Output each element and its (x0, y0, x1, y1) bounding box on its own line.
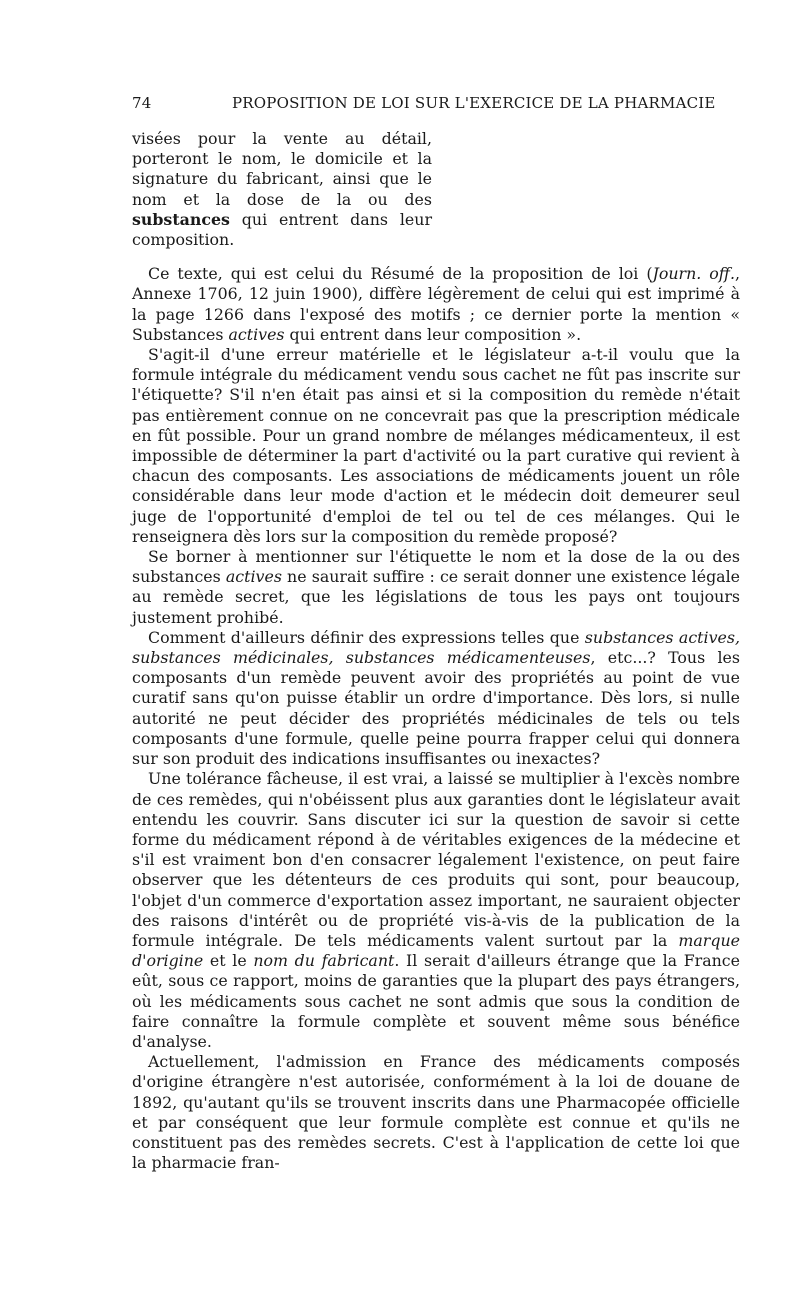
paragraph-1 (132, 264, 740, 345)
quote-bold-substances: substances (132, 209, 230, 229)
p6-text: Actuellement, l'admission en France des médicaments composés d'origine étrangère n'est autorisée, conformément à la loi de douane de 1892, qu'autant qu'ils se trouvent inscrits dans une Pharmacopée officielle et par conséquent que leur formule complète est connue et qu'ils ne constituent pas des remèdes secrets. C'est à l'application de cette loi que la pharmacie fran- (132, 1052, 740, 1173)
p1-journal-ref: Journ. off. (652, 264, 735, 284)
quoted-article-continuation (132, 129, 432, 250)
p3-text-c: ne saurait suffire : ce serait donner une existence légale au remède secret, que les législations de tous les pays ont toujours justement prohibé. (132, 567, 740, 627)
p4-text-c: , etc...? Tous les composants d'un remède peuvent avoir des propriétés au point de vue curatif sans qu'on puisse établir un ordre d'importance. Dès lors, si nulle autorité ne peut décider des propriétés médicinales de tels ou tels composants d'une formule, quelle peine pourra frapper celui qui donnera sur son produit des indications insuffisantes ou inexactes? (132, 648, 740, 769)
quote-text-1: visées pour la vente au détail, porteront le nom, le domicile et la signature du fabricant, ainsi que le nom et la dose de la ou des (132, 129, 432, 209)
paragraph-4 (132, 628, 740, 769)
p5-italic-nom: nom du fabricant (253, 951, 395, 971)
paragraph-3 (132, 547, 740, 628)
p4-italic-expressions: substances actives, substances médicinales, substances médicamenteuses (132, 627, 740, 668)
p3-italic-actives: actives (225, 567, 282, 587)
p5-text-a: Une tolérance fâcheuse, il est vrai, a laissé se multiplier à l'excès nombre de ces remèdes, qui n'obéissent plus aux garanties dont le législateur avait entendu les couvrir. Sans discuter ici sur la question de savoir si cette forme du médicament répond à de véritables exigences de la médecine et s'il est vraiment bon d'en consacrer légalement l'existence, on peut faire observer que les détenteurs de ces produits qui sont, pour beaucoup, l'objet d'un commerce d'exportation assez important, ne sauraient objecter des raisons d'intérêt ou de propriété vis-à-vis de la publication de la formule intégrale. De tels médicaments valent surtout par la (132, 769, 740, 950)
p5-italic-marque: marque d'origine (132, 930, 740, 971)
p5-text-c: et le (203, 951, 254, 971)
quote-text-2: qui entrent dans leur composition. (132, 209, 432, 250)
paragraph-6 (132, 1052, 740, 1173)
p5-text-e: . Il serait d'ailleurs étrange que la France eût, sous ce rapport, moins de garanties que la plupart des pays étrangers, où les médicaments sous cachet ne sont admis que sous la condition de faire connaître la formule complète et souvent même sous bénéfice d'analyse. (132, 951, 740, 1051)
p2-text: S'agit-il d'une erreur matérielle et le législateur a-t-il voulu que la formule intégrale du médicament vendu sous cachet ne fût pas inscrite sur l'étiquette? S'il n'en était pas ainsi et si la composition du remède n'était pas entièrement connue on ne concevrait pas que la prescription médicale en fût possible. Pour un grand nombre de mélanges médicamenteux, il est impossible de déterminer la part d'activité ou la part curative qui revient à chacun des composants. Les associations de médicaments jouent un rôle considérable dans leur mode d'action et le médecin doit demeurer seul juge de l'opportunité d'emploi de tel ou tel de ces mélanges. Qui le renseignera dès lors sur la composition du remède proposé? (132, 345, 740, 546)
p1-text-e: qui entrent dans leur composition ». (284, 324, 582, 344)
p3-text-a: Se borner à mentionner sur l'étiquette le nom et la dose de la ou des substances (132, 547, 740, 587)
page-number: 74 (132, 94, 152, 112)
p1-italic-actives: actives (228, 324, 285, 344)
paragraph-5 (132, 769, 740, 1052)
p4-text-a: Comment d'ailleurs définir des expressions telles que (148, 627, 585, 647)
p1-text-a: Ce texte, qui est celui du Résumé de la proposition de loi ( (148, 264, 653, 284)
page-header (132, 94, 772, 114)
body-text (132, 129, 740, 1173)
p1-text-c: , Annexe 1706, 12 juin 1900), diffère légèrement de celui qui est imprimé à la page 1266 dans l'exposé des motifs ; ce dernier porte la mention « Substances (132, 264, 740, 344)
paragraph-2 (132, 345, 740, 547)
running-title: PROPOSITION DE LOI SUR L'EXERCICE DE LA PHARMACIE (232, 94, 716, 112)
